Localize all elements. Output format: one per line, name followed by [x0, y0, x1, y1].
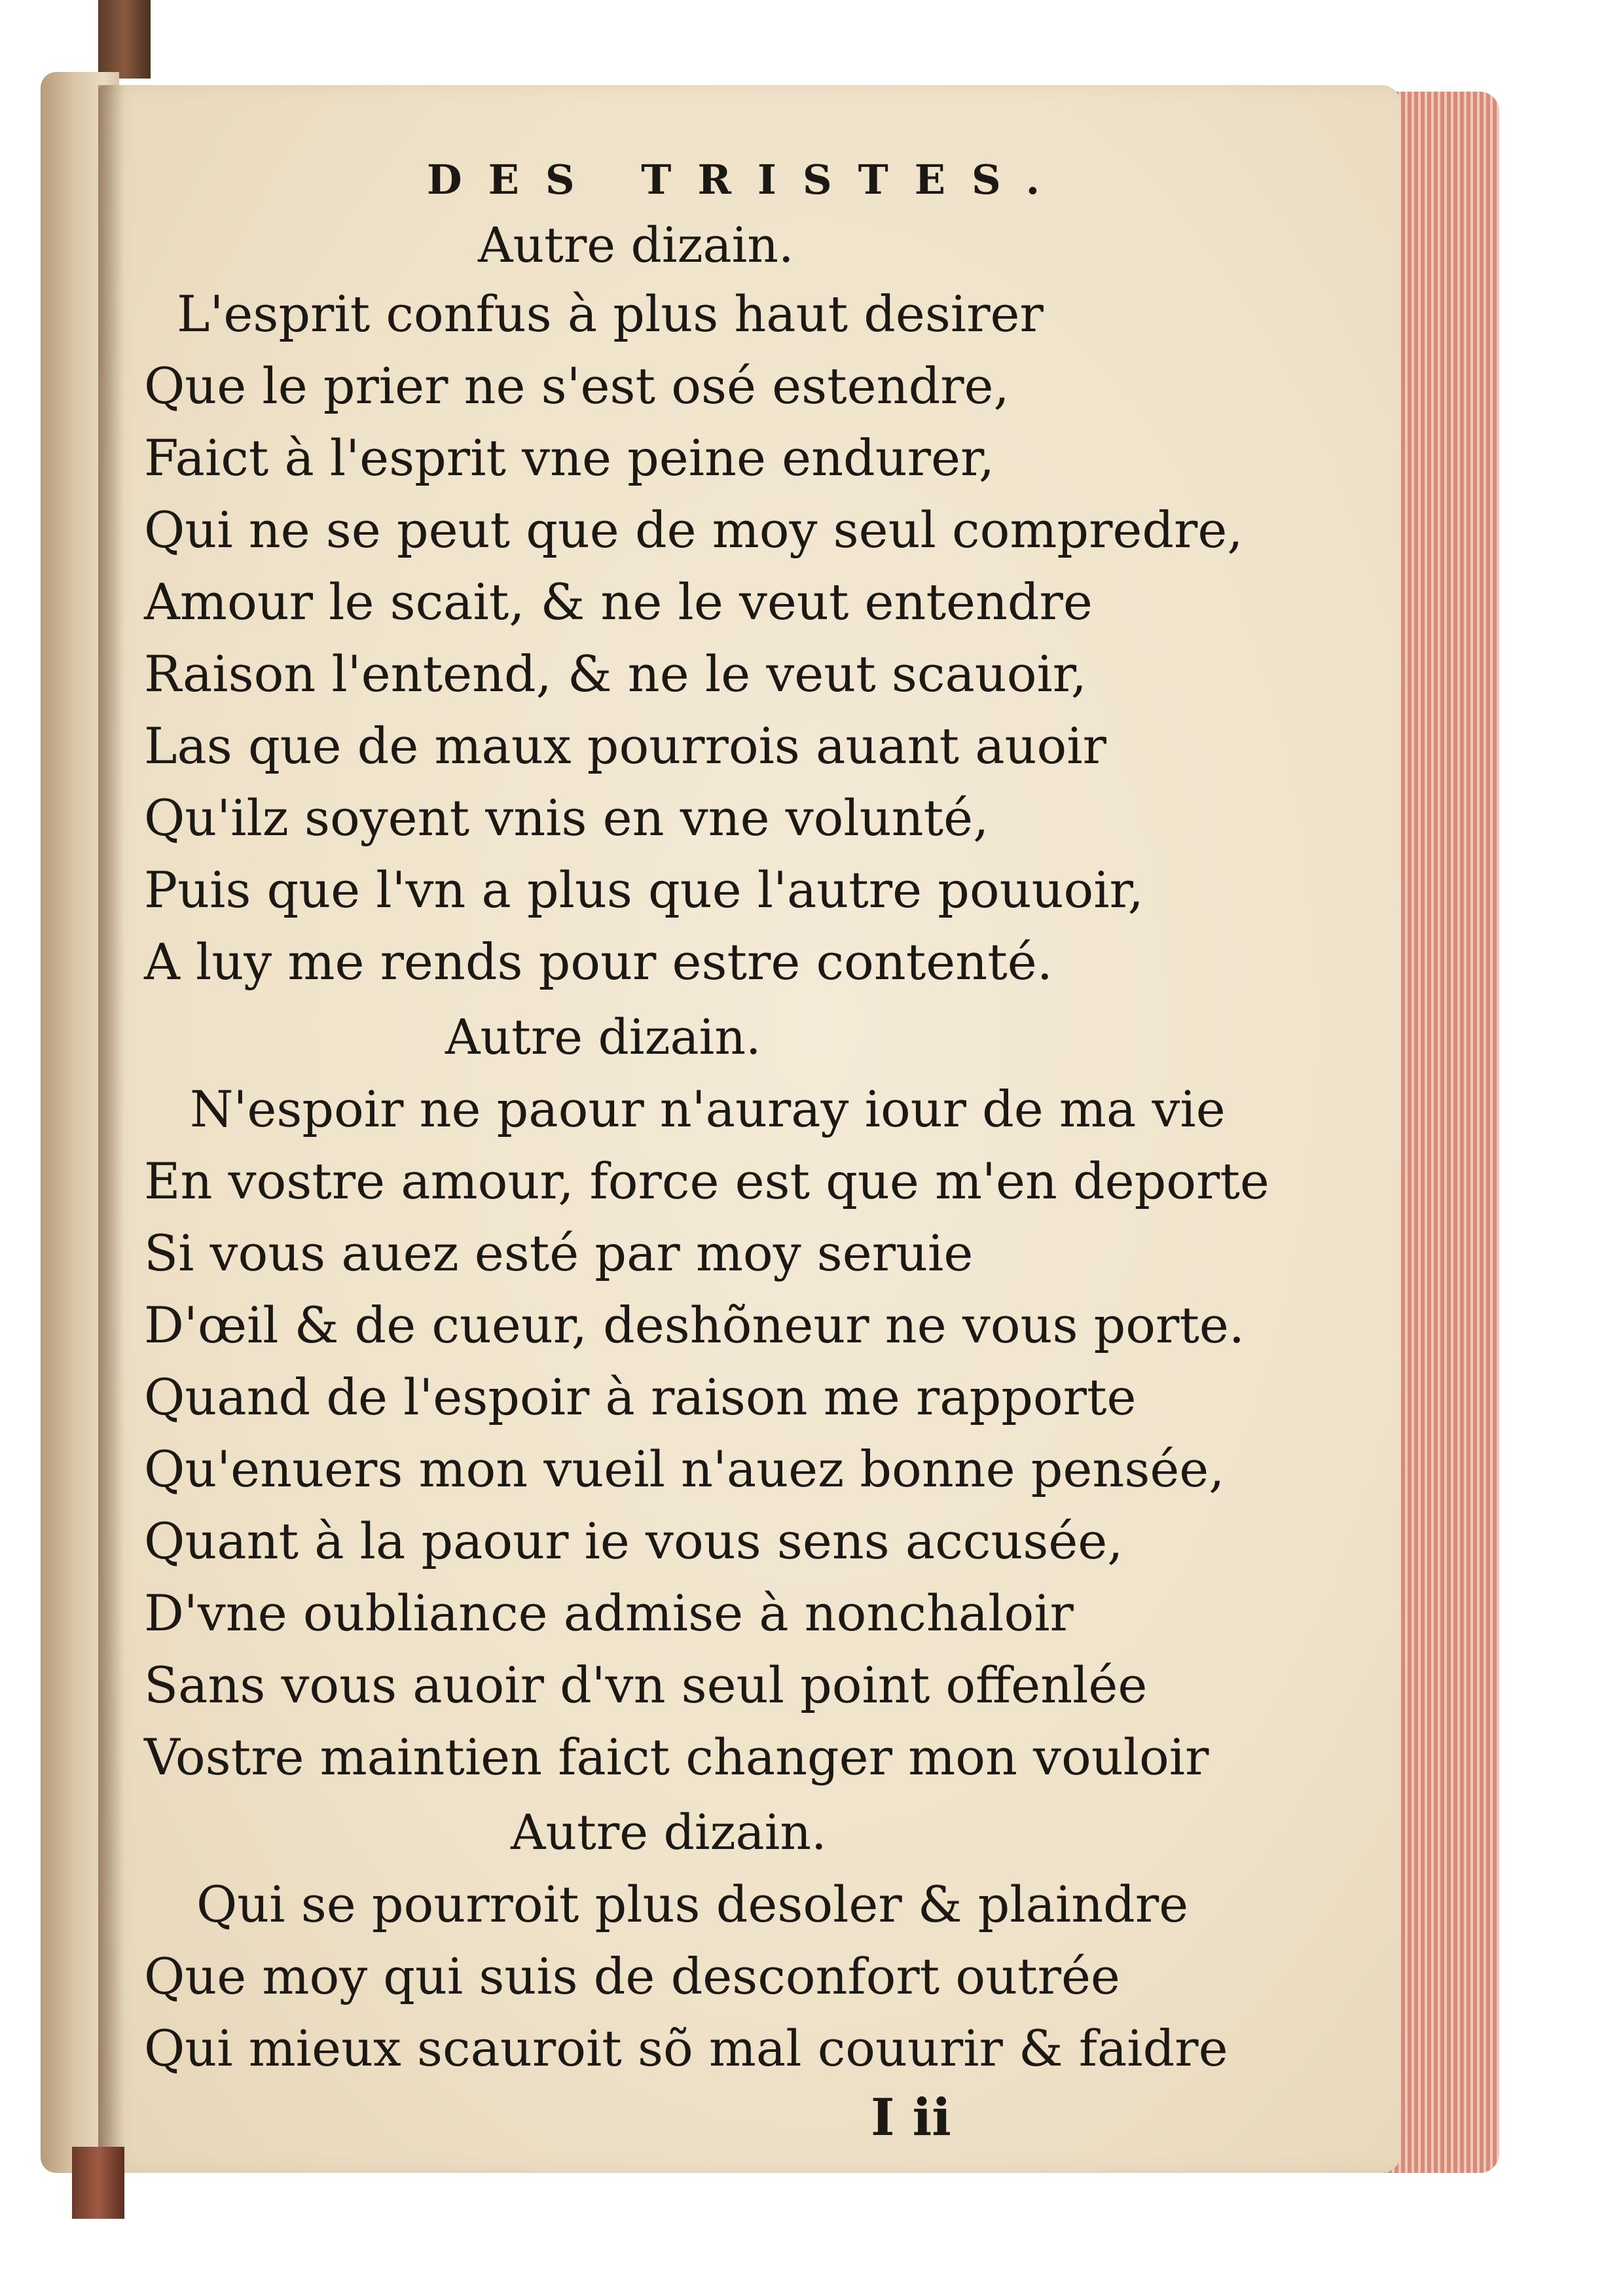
verse-line: Quand de l'espoir à raison me rapporte	[144, 1368, 1137, 1426]
verse-line: A luy me rends pour estre contenté.	[144, 933, 1053, 991]
verse-line: Puis que l'vn a plus que l'autre pouuoir,	[144, 861, 1144, 919]
signature-mark: I ii	[871, 2088, 951, 2147]
section-heading: Autre dizain.	[511, 1804, 827, 1861]
verse-line: Vostre maintien faict changer mon vouloir	[144, 1728, 1209, 1786]
gutter-shadow	[98, 85, 124, 2173]
running-head: DES TRISTES.	[426, 156, 1067, 204]
binding-bottom	[72, 2147, 124, 2219]
verse-line: Qu'ilz soyent vnis en vne volunté,	[144, 789, 989, 847]
verse-line: Que moy qui suis de desconfort outrée	[144, 1947, 1120, 2005]
verse-line: Que le prier ne s'est osé estendre,	[144, 357, 1010, 415]
verse-line: D'vne oubliance admise à nonchaloir	[144, 1584, 1074, 1642]
verse-line: Amour le scait, & ne le veut entendre	[144, 573, 1093, 631]
verse-line: Raison l'entend, & ne le veut scauoir,	[144, 645, 1087, 703]
section-heading: Autre dizain.	[445, 1009, 761, 1066]
binding-top	[98, 0, 151, 79]
verse-line: Qui mieux scauroit sõ mal couurir & faidre	[144, 2019, 1228, 2077]
verse-line: En vostre amour, force est que m'en deporte	[144, 1152, 1269, 1210]
verse-line: N'espoir ne paour n'auray iour de ma vie	[190, 1080, 1226, 1138]
verse-line: L'esprit confus à plus haut desirer	[177, 285, 1044, 343]
verse-line: Las que de maux pourrois auant auoir	[144, 717, 1106, 775]
verse-line: Sans vous auoir d'vn seul point offenlée	[144, 1656, 1148, 1714]
verse-line: Faict à l'esprit vne peine endurer,	[144, 429, 995, 487]
verse-line: D'œil & de cueur, deshõneur ne vous porte.	[144, 1296, 1245, 1354]
verse-line: Qui ne se peut que de moy seul compredre,	[144, 501, 1243, 559]
verse-line: Qu'enuers mon vueil n'auez bonne pensée,	[144, 1440, 1225, 1498]
section-heading: Autre dizain.	[478, 217, 794, 274]
verse-line: Qui se pourroit plus desoler & plaindre	[196, 1875, 1189, 1933]
verse-line: Si vous auez esté par moy seruie	[144, 1224, 974, 1282]
verse-line: Quant à la paour ie vous sens accusée,	[144, 1512, 1123, 1570]
